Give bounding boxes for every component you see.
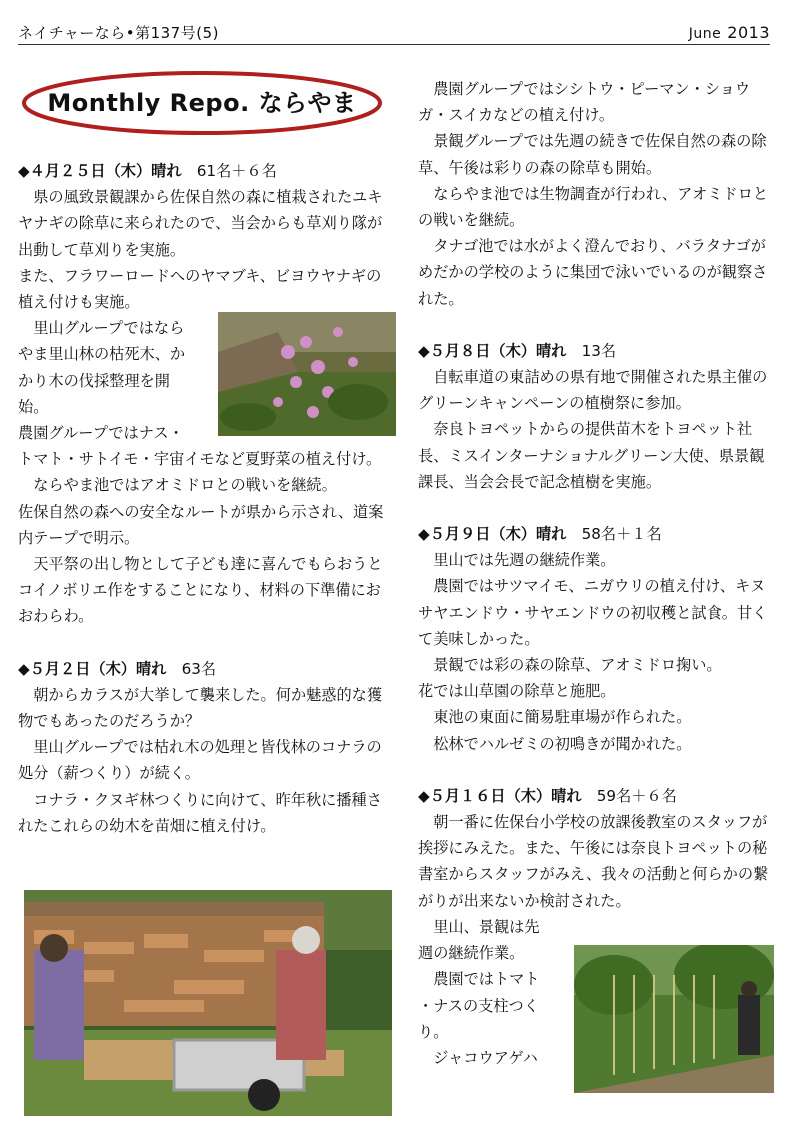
may9-p2: 農園ではサツマイモ、ニガウリの植え付け、キヌサヤエンドウ・サヤエンドウの初収穫と試食。甘くて美味しかった。 [418,577,768,648]
apr25-p3a2: やま里山林の枯死木、か [18,345,186,364]
may16-p3b: ・ナスの支柱つく [418,996,539,1015]
apr25-p4a: 農園グループではナス・ [18,424,184,443]
issue-year: 2013 [727,23,770,42]
may8-p1: 自転車道の東詰めの県有地で開催された県主催のグリーンキャンペーンの植樹祭に参加。 [418,368,768,413]
title-banner [20,70,384,136]
issue-date [689,23,770,42]
entry-heading-may2: ◆５月２日（木）晴れ 63名 [18,659,217,678]
left-column [18,158,390,839]
photo-garden-poles [574,945,774,1093]
apr25-p3a3: かり木の伐採整理を開 [18,371,170,390]
may2-p1: 朝からカラスが大挙して襲来した。何か魅惑的な獲物でもあったのだろうか？ [18,685,383,731]
may9-p4: 花では山草園の除草と施肥。 [418,682,616,701]
cont-p2: 景観グループでは先週の続きで佐保自然の森の除草、午後は彩りの森の除草も開始。 [418,132,767,177]
entry-heading-apr25: ◆４月２５日（木）晴れ 61名＋６名 [18,162,277,180]
issue-label: ネイチャーなら•第137号(5) [18,24,219,42]
apr25-p3a1: 里山グループではなら [33,319,185,338]
entry-heading-may9: ◆５月９日（木）晴れ 58名＋１名 [418,525,662,544]
may16-p2b: 週の継続作業。 [418,944,525,963]
may2-p2: 里山グループでは枯れ木の処理と皆伐林のコナラの処分（薪つくり）が続く。 [18,738,382,783]
may9-p6: 松林でハルゼミの初鳴きが聞かれた。 [433,734,692,753]
apr25-p6: 佐保自然の森への安全なルートが県から示され、道案内テープで明示。 [18,502,384,547]
may9-p1: 里山では先週の継続作業。 [433,551,616,570]
cont-p4: タナゴ池では水がよく澄んでおり、バラタナゴがめだかの学校のように集団で泳いでいるのが観察された。 [418,237,768,308]
photo-firewood-work [24,890,392,1116]
may16-p2a: 里山、景観は先 [433,917,540,936]
cont-p3: ならやま池では生物調査が行われ、アオミドロとの戦いを継続。 [418,184,769,230]
page-header [18,22,770,45]
apr25-p3a4: 始。 [18,397,49,416]
cont-p1: 農園グループではシシトウ・ピーマン・ショウガ・スイカなどの植え付け。 [418,80,751,125]
right-column [418,76,774,1071]
page-title: Monthly Repo. ならやま [47,89,357,117]
issue-month: June [688,26,722,42]
may16-p3c: り。 [418,1022,449,1041]
may16-p3a: 農園ではトマト [433,970,540,989]
apr25-p7: 天平祭の出し物として子ども達に喜んでもらおうとコイノボリエ作をすることになり、材料の下準備におおわらわ。 [18,555,383,626]
apr25-p4b: トマト・サトイモ・宇宙イモなど夏野菜の植え付け。 [18,450,382,469]
photo-flowers [218,312,396,436]
apr25-p2: また、フラワーロードへのヤマブキ、ビヨウヤナギの植え付けも実施。 [18,266,382,312]
apr25-p1: 県の風致景観課から佐保自然の森に植栽されたユキヤナギの除草に来られたので、当会からも草刈り隊が出動して草刈りを実施。 [18,188,383,259]
entry-heading-may8: ◆５月８日（木）晴れ 13名 [418,341,617,360]
may9-p5: 東池の東面に簡易駐車場が作られた。 [433,708,692,727]
entry-heading-may16: ◆５月１６日（木）晴れ 59名＋６名 [418,786,677,805]
apr25-p5: ならやま池ではアオミドロとの戦いを継続。 [33,476,337,495]
may16-p1: 朝一番に佐保台小学校の放課後教室のスタッフが挨拶にみえた。また、午後には奈良トヨペットの秘書室からスタッフがみえ、我々の活動と何らかの繋がりが出来ないか検討された。 [418,813,769,910]
may2-p3: コナラ・クヌギ林つくりに向けて、昨年秋に播種されたこれらの幼木を苗畑に植え付け。 [18,790,382,835]
may16-p4: ジャコウアゲハ [433,1048,538,1067]
may9-p3: 景観では彩の森の除草、アオミドロ掬い。 [433,656,722,675]
may8-p2: 奈良トヨペットからの提供苗木をトヨペット社長、ミスインターナショナルグリーン大使、県景観課長、当会会長で記念植樹を実施。 [418,420,765,491]
